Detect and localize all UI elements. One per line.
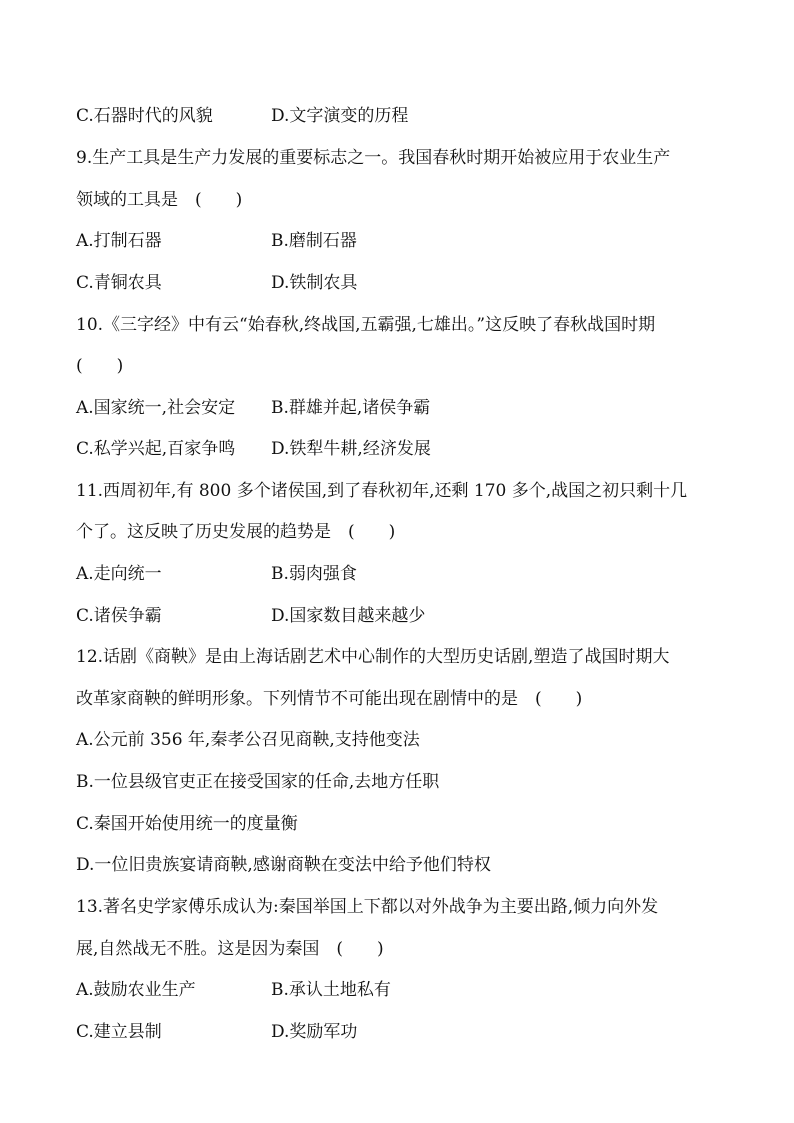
q13-stem-line2: 展,自然战无不胜。这是因为秦国 ( ) bbox=[76, 939, 384, 959]
q10-option-c: C.私学兴起,百家争鸣 bbox=[76, 439, 236, 459]
q11-option-c: C.诸侯争霸 bbox=[76, 606, 162, 626]
q10-option-a: A.国家统一,社会安定 bbox=[76, 398, 236, 418]
q9-stem-line2: 领域的工具是 ( ) bbox=[76, 190, 243, 210]
q12-option-a: A.公元前 356 年,秦孝公召见商鞅,支持他变法 bbox=[76, 730, 420, 750]
q13-option-b: B.承认土地私有 bbox=[271, 980, 391, 1000]
q10-option-d: D.铁犁牛耕,经济发展 bbox=[271, 439, 431, 459]
q12-option-c: C.秦国开始使用统一的度量衡 bbox=[76, 814, 298, 834]
q9-stem-line1: 9.生产工具是生产力发展的重要标志之一。我国春秋时期开始被应用于农业生产 bbox=[76, 148, 671, 168]
q11-option-d: D.国家数目越来越少 bbox=[271, 606, 426, 626]
q10-stem-line1: 10.《三字经》中有云“始春秋,终战国,五霸强,七雄出。”这反映了春秋战国时期 bbox=[76, 315, 656, 335]
q12-option-d: D.一位旧贵族宴请商鞅,感谢商鞅在变法中给予他们特权 bbox=[76, 855, 491, 875]
q12-stem-line1: 12.话剧《商鞅》是由上海话剧艺术中心制作的大型历史话剧,塑造了战国时期大 bbox=[76, 647, 670, 667]
q11-option-a: A.走向统一 bbox=[76, 564, 162, 584]
q9-option-c: C.青铜农具 bbox=[76, 273, 162, 293]
q11-option-b: B.弱肉强食 bbox=[271, 564, 357, 584]
q13-option-a: A.鼓励农业生产 bbox=[76, 980, 196, 1000]
q10-stem-line2: ( ) bbox=[76, 356, 124, 376]
q11-stem-line1: 11.西周初年,有 800 多个诸侯国,到了春秋初年,还剩 170 多个,战国之初只剩十几 bbox=[76, 481, 688, 501]
q12-option-b: B.一位县级官吏正在接受国家的任命,去地方任职 bbox=[76, 772, 440, 792]
q8-option-d: D.文字演变的历程 bbox=[271, 106, 409, 126]
q9-option-b: B.磨制石器 bbox=[271, 231, 357, 251]
q9-option-d: D.铁制农具 bbox=[271, 273, 358, 293]
q13-stem-line1: 13.著名史学家傅乐成认为:秦国举国上下都以对外战争为主要出路,倾力向外发 bbox=[76, 897, 659, 917]
q8-option-c: C.石器时代的风貌 bbox=[76, 106, 213, 126]
q10-option-b: B.群雄并起,诸侯争霸 bbox=[271, 398, 431, 418]
q9-option-a: A.打制石器 bbox=[76, 231, 162, 251]
q13-option-d: D.奖励军功 bbox=[271, 1022, 358, 1042]
q13-option-c: C.建立县制 bbox=[76, 1022, 162, 1042]
q11-stem-line2: 个了。这反映了历史发展的趋势是 ( ) bbox=[76, 522, 396, 542]
q12-stem-line2: 改革家商鞅的鲜明形象。下列情节不可能出现在剧情中的是 ( ) bbox=[76, 689, 583, 709]
